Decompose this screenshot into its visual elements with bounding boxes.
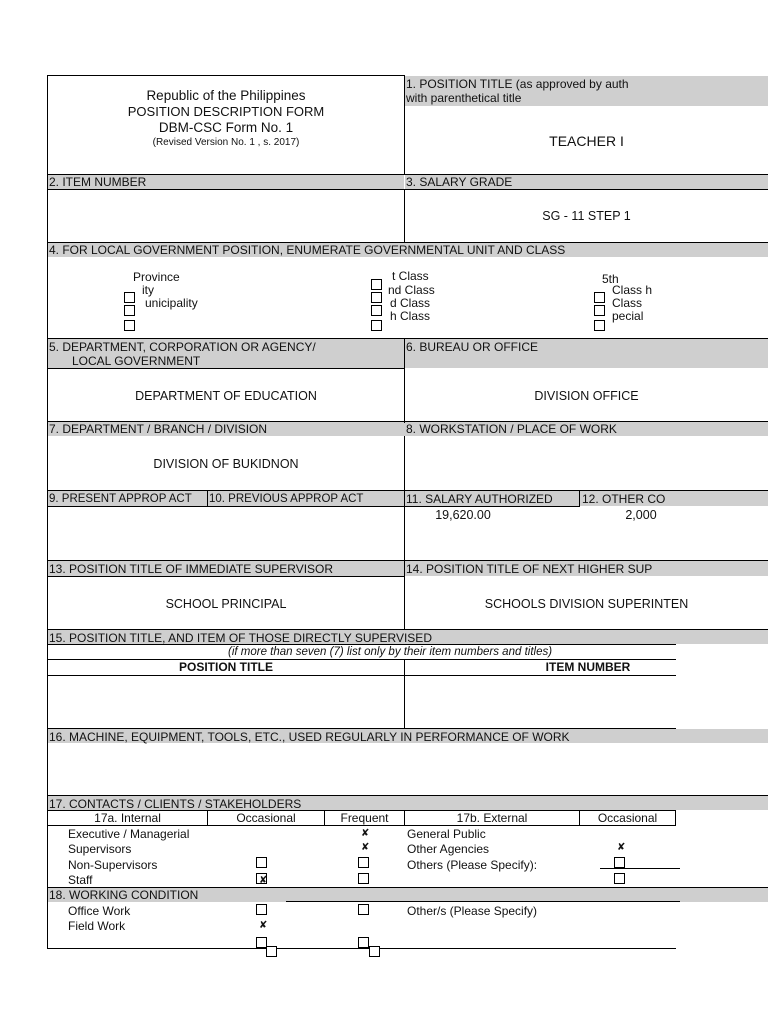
immediate-supervisor-value[interactable]: SCHOOL PRINCIPAL — [165, 597, 287, 611]
internal-row-executive: Executive / Managerial — [68, 827, 190, 841]
department-value[interactable]: DEPARTMENT OF EDUCATION — [135, 389, 317, 403]
extra-frequent-checkbox-2[interactable] — [369, 946, 380, 957]
position-title-label-2: with parenthetical title — [406, 91, 522, 105]
condition-field-work: Field Work — [68, 919, 126, 933]
others-occasional-checkbox[interactable] — [614, 857, 625, 868]
lgu-province: Province — [133, 270, 180, 284]
bureau-value[interactable]: DIVISION OFFICE — [534, 389, 639, 403]
branch-label: 7. DEPARTMENT / BRANCH / DIVISION — [49, 422, 268, 436]
internal-occasional-header: Occasional — [236, 811, 296, 825]
non-supervisors-occasional-checkbox[interactable] — [256, 857, 267, 868]
working-condition-label: 18. WORKING CONDITION — [49, 888, 199, 902]
lgu-city: ity — [142, 283, 154, 297]
class-7: Class — [612, 296, 643, 310]
form-name: POSITION DESCRIPTION FORM — [127, 104, 325, 119]
class-3: d Class — [390, 296, 431, 310]
class-1: t Class — [392, 269, 429, 283]
item-number-label: 2. ITEM NUMBER — [49, 175, 147, 189]
workstation-label: 8. WORKSTATION / PLACE OF WORK — [406, 422, 617, 436]
executive-frequent-check-icon[interactable]: ✘ — [361, 828, 370, 839]
staff-occasional-check-icon: ✘ — [259, 875, 268, 886]
salary-grade-value[interactable]: SG - 11 STEP 1 — [542, 209, 631, 223]
other-agencies-occasional-check-icon[interactable]: ✘ — [617, 842, 626, 853]
class-3-checkbox[interactable] — [371, 305, 382, 316]
extra-occasional-checkbox-2[interactable] — [266, 946, 277, 957]
internal-header: 17a. Internal — [94, 811, 161, 825]
field-work-occasional-check-icon[interactable]: ✘ — [259, 920, 268, 931]
salary-authorized-value[interactable]: 19,620.00 — [435, 508, 491, 522]
next-higher-supervisor-value[interactable]: SCHOOLS DIVISION SUPERINTEN — [484, 597, 689, 611]
internal-row-supervisors: Supervisors — [68, 842, 132, 856]
bureau-label: 6. BUREAU OR OFFICE — [406, 340, 539, 354]
salary-authorized-label: 11. SALARY AUTHORIZED — [406, 492, 553, 506]
condition-office-work: Office Work — [68, 904, 131, 918]
class-special: pecial — [612, 309, 644, 323]
position-title-value[interactable]: TEACHER I — [549, 133, 624, 149]
condition-others-label: Other/s (Please Specify) — [407, 904, 538, 918]
department-label: 5. DEPARTMENT, CORPORATION OR AGENCY/ — [49, 340, 316, 354]
class-5: 5th — [602, 272, 619, 286]
external-row-general-public: General Public — [407, 827, 486, 841]
supervisors-frequent-check-icon[interactable]: ✘ — [361, 842, 370, 853]
department-label-2: LOCAL GOVERNMENT — [72, 354, 201, 368]
internal-frequent-header: Frequent — [340, 811, 389, 825]
internal-row-non-supervisors: Non-Supervisors — [68, 858, 158, 872]
next-higher-supervisor-label: 14. POSITION TITLE OF NEXT HIGHER SUP — [406, 562, 653, 576]
class-4-checkbox[interactable] — [371, 320, 382, 331]
directly-supervised-label: 15. POSITION TITLE, AND ITEM OF THOSE DIRECTLY SUPERVISED — [49, 631, 432, 645]
lgu-municipality-checkbox[interactable] — [124, 320, 135, 331]
class-4: h Class — [390, 309, 431, 323]
internal-row-staff: Staff — [68, 873, 93, 887]
staff-frequent-checkbox[interactable] — [358, 873, 369, 884]
directly-supervised-note: (if more than seven (7) list only by their item numbers and titles) — [228, 646, 553, 658]
office-work-frequent-checkbox[interactable] — [358, 904, 369, 915]
external-occasional-header: Occasional — [597, 811, 658, 825]
lgu-province-checkbox[interactable] — [124, 292, 135, 303]
external-header: 17b. External — [456, 811, 528, 825]
office-work-occasional-checkbox[interactable] — [256, 904, 267, 915]
local-gov-label: 4. FOR LOCAL GOVERNMENT POSITION, ENUMERATE GOVERNMENTAL UNIT AND CLASS — [49, 243, 566, 257]
previous-approp-label: 10. PREVIOUS APPROP ACT — [209, 493, 364, 505]
class-6-checkbox[interactable] — [594, 305, 605, 316]
machine-equipment-label: 16. MACHINE, EQUIPMENT, TOOLS, ETC., USED REGULARLY IN PERFORMANCE OF WORK — [49, 730, 570, 744]
other-comp-label: 12. OTHER CO — [582, 492, 666, 506]
republic-title: Republic of the Philippines — [146, 88, 306, 103]
form-title-block — [48, 76, 404, 149]
class-2-checkbox[interactable] — [371, 292, 382, 303]
position-title-label: 1. POSITION TITLE (as approved by auth — [406, 77, 629, 91]
external-row-others: Others (Please Specify): — [407, 858, 538, 872]
contacts-label: 17. CONTACTS / CLIENTS / STAKEHOLDERS — [49, 797, 302, 811]
position-title-column: POSITION TITLE — [178, 660, 273, 674]
salary-grade-label: 3. SALARY GRADE — [406, 175, 513, 189]
non-supervisors-frequent-checkbox[interactable] — [358, 857, 369, 868]
branch-value[interactable]: DIVISION OF BUKIDNON — [153, 457, 299, 471]
class-6: Class h — [612, 283, 653, 297]
class-2: nd Class — [388, 283, 435, 297]
class-special-checkbox[interactable] — [594, 320, 605, 331]
external-row-other-agencies: Other Agencies — [407, 842, 490, 856]
extra-frequent-checkbox-1[interactable] — [358, 937, 369, 948]
form-number: DBM-CSC Form No. 1 — [158, 120, 294, 135]
form-revision: (Revised Version No. 1 , s. 2017) — [152, 137, 300, 148]
item-number-column: ITEM NUMBER — [545, 660, 631, 674]
lgu-municipality: unicipality — [145, 296, 198, 310]
lgu-city-checkbox[interactable] — [124, 305, 135, 316]
immediate-supervisor-label: 13. POSITION TITLE OF IMMEDIATE SUPERVISOR — [49, 562, 334, 576]
class-5-checkbox[interactable] — [594, 292, 605, 303]
class-1-checkbox[interactable] — [371, 279, 382, 290]
others-extra-checkbox[interactable] — [614, 873, 625, 884]
present-approp-label: 9. PRESENT APPROP ACT — [49, 493, 192, 505]
other-comp-value[interactable]: 2,000 — [625, 508, 657, 522]
